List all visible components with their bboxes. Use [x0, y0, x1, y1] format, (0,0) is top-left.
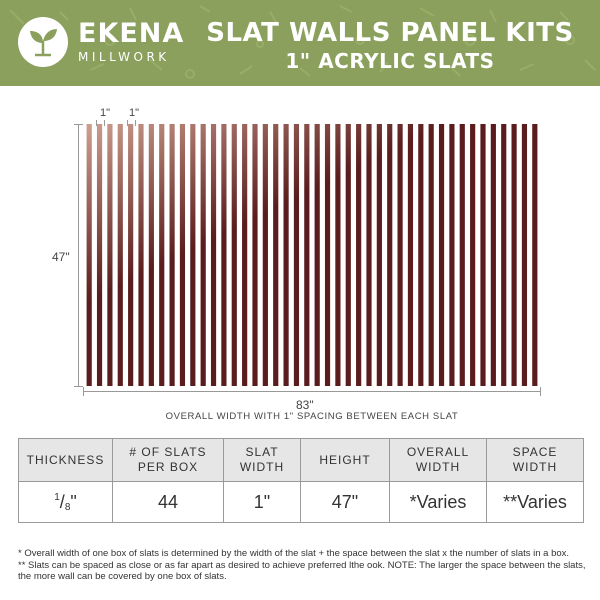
col-header-height: HEIGHT [301, 439, 390, 482]
slat [159, 124, 164, 386]
page-subtitle: 1" ACRYLIC SLATS [285, 49, 495, 73]
width-caption: OVERALL WIDTH WITH 1" SPACING BETWEEN EACH SLAT [165, 411, 459, 422]
table-row [19, 482, 584, 523]
slat [491, 124, 496, 386]
slat [346, 124, 351, 386]
slat [398, 124, 403, 386]
page-title: SLAT WALLS PANEL KITS [206, 18, 574, 48]
col-header-overall-width: OVERALL WIDTH [390, 439, 487, 482]
slat [335, 124, 340, 386]
slat [273, 124, 278, 386]
slat [190, 124, 195, 386]
slat [294, 124, 299, 386]
slat [211, 124, 216, 386]
slat [470, 124, 475, 386]
table-header-row [19, 439, 584, 482]
cell-thickness: $^1/_8$" [19, 482, 113, 523]
slat [128, 124, 133, 386]
slat [449, 124, 454, 386]
slat [87, 124, 92, 386]
slat [97, 124, 102, 386]
cell-overall-width: *Varies [390, 482, 487, 523]
slat [232, 124, 237, 386]
slat [325, 124, 330, 386]
slat [201, 124, 206, 386]
slat [408, 124, 413, 386]
slat [460, 124, 465, 386]
spacing-dim-label: 1" [129, 107, 140, 119]
slat [242, 124, 247, 386]
brand-sub: MILLWORK [78, 50, 170, 64]
brand-name: EKENA [78, 18, 185, 49]
width-dim-cap [540, 387, 541, 396]
footnote-spacing: ** Slats can be spaced as close or as far apart as desired to achieve preferred lthe ook. NOTE: The larger the space between the slats, the more wall can be covered by one box of slats. [18, 559, 586, 582]
slat [138, 124, 143, 386]
spec-table [18, 438, 584, 523]
cell-space-width: **Varies [487, 482, 584, 523]
slat [304, 124, 309, 386]
width-dim-cap [83, 387, 84, 396]
col-header-slat-width: SLAT WIDTH [224, 439, 301, 482]
slat [107, 124, 112, 386]
cell-slats-per-box: 44 [113, 482, 224, 523]
cell-height: 47" [301, 482, 390, 523]
slat [366, 124, 371, 386]
slat [377, 124, 382, 386]
footnotes [18, 548, 588, 583]
slat [263, 124, 268, 386]
cell-slat-width: 1" [224, 482, 301, 523]
col-header-space-width: SPACE WIDTH [487, 439, 584, 482]
slat [356, 124, 361, 386]
slat-width-dim-label: 1" [100, 107, 111, 119]
slat [418, 124, 423, 386]
slat [149, 124, 154, 386]
slat [170, 124, 175, 386]
height-dim-label: 47" [52, 250, 70, 264]
slat [512, 124, 517, 386]
slat [118, 124, 123, 386]
col-header-slats-per-box: # OF SLATS PER BOX [113, 439, 224, 482]
slat [284, 124, 289, 386]
slat [501, 124, 506, 386]
slat [252, 124, 257, 386]
slat [315, 124, 320, 386]
width-dim-label: 83" [296, 398, 314, 412]
slat [480, 124, 485, 386]
slat [522, 124, 527, 386]
slat [532, 124, 537, 386]
slat [429, 124, 434, 386]
width-dim-line [83, 391, 541, 392]
slat [180, 124, 185, 386]
slat [387, 124, 392, 386]
col-header-thickness: THICKNESS [19, 439, 113, 482]
footnote-overall-width: * Overall width of one box of slats is determined by the width of the slat + the space between the slat x the number of slats in a box. [18, 548, 570, 559]
slat [439, 124, 444, 386]
slat [221, 124, 226, 386]
